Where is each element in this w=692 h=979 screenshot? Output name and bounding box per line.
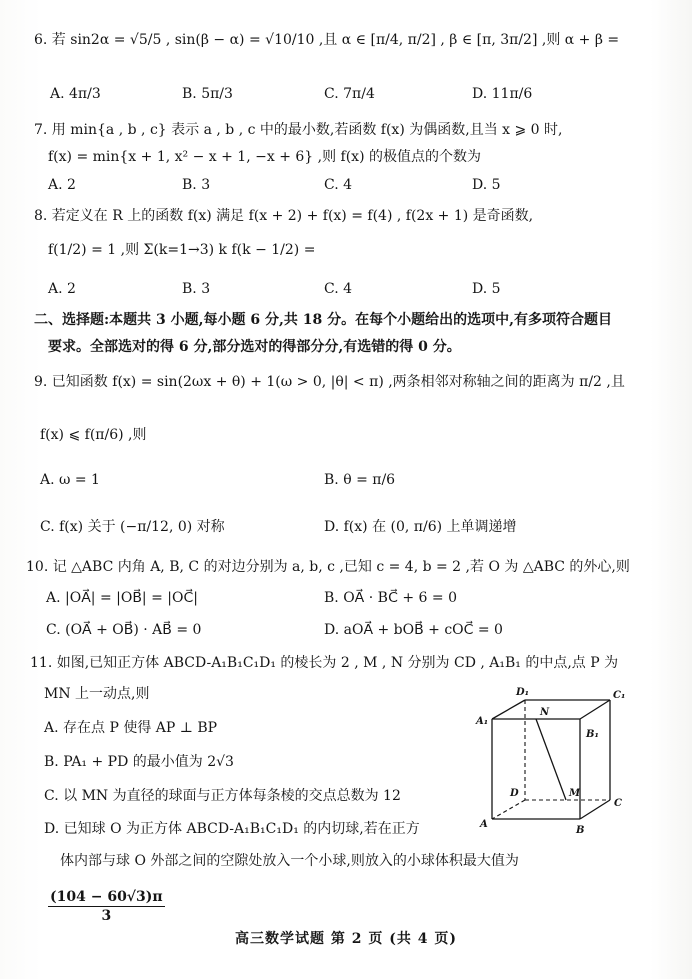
section2-heading-line1: 二、选择题:本题共 3 小题,每小题 6 分,共 18 分。在每个小题给出的选项中,有多项符合题目	[34, 312, 612, 328]
q11-option-a: A. 存在点 P 使得 AP ⊥ BP	[44, 720, 218, 736]
q9-option-d: D. f(x) 在 (0, π/6) 上单调递增	[324, 519, 517, 535]
q9-option-b: B. θ = π/6	[324, 472, 396, 488]
q7-option-b: B. 3	[182, 177, 211, 193]
q6-stem: 6. 若 sin2α = √5/5 , sin(β − α) = √10/10 ,且 α ∈ [π/4, π/2] , β ∈ [π, 3π/2] ,则 α + β =	[34, 32, 620, 48]
label-c: C	[614, 798, 622, 809]
label-b: B	[576, 825, 585, 836]
label-a1: A₁	[476, 716, 489, 727]
fraction-denominator: 3	[101, 908, 112, 924]
q8-option-a: A. 2	[48, 281, 76, 297]
q6-option-c: C. 7π/4	[324, 86, 375, 102]
cube-figure	[470, 684, 650, 839]
fraction-numerator: (104 − 60√3)π	[50, 889, 163, 905]
section2-heading-line2: 要求。全部选对的得 6 分,部分选对的得部分分,有选错的得 0 分。	[48, 339, 461, 355]
label-d1: D₁	[516, 687, 530, 698]
label-d: D	[510, 788, 519, 799]
q9-option-a: A. ω = 1	[40, 472, 100, 488]
q10-option-c: C. (OA⃗ + OB⃗) · AB⃗ = 0	[46, 622, 202, 638]
q6-option-b: B. 5π/3	[182, 86, 233, 102]
q11-option-d-fraction	[48, 888, 165, 925]
q8-stem-line1: 8. 若定义在 R 上的函数 f(x) 满足 f(x + 2) + f(x) = f(4) , f(2x + 1) 是奇函数,	[34, 208, 534, 224]
q10-option-b: B. OA⃗ · BC⃗ + 6 = 0	[324, 590, 457, 606]
q6-option-d: D. 11π/6	[472, 86, 533, 102]
q10-option-d: D. aOA⃗ + bOB⃗ + cOC⃗ = 0	[324, 622, 503, 638]
q8-stem-line2: f(1/2) = 1 ,则 Σ(k=1→3) k f(k − 1/2) =	[48, 242, 316, 258]
q7-stem-line2: f(x) = min{x + 1, x² − x + 1, −x + 6} ,则 f(x) 的极值点的个数为	[48, 149, 481, 165]
q7-stem-line1: 7. 用 min{a , b , c} 表示 a , b , c 中的最小数,若函数 f(x) 为偶函数,且当 x ⩾ 0 时,	[34, 122, 563, 138]
q6-option-a: A. 4π/3	[50, 86, 101, 102]
q8-option-c: C. 4	[324, 281, 353, 297]
q11-stem-line1: 11. 如图,已知正方体 ABCD-A₁B₁C₁D₁ 的棱长为 2 , M , N 分别为 CD , A₁B₁ 的中点,点 P 为	[30, 655, 619, 671]
q11-stem-line2: MN 上一动点,则	[44, 686, 150, 702]
q11-option-b: B. PA₁ + PD 的最小值为 2√3	[44, 754, 234, 770]
q7-option-a: A. 2	[48, 177, 76, 193]
q7-option-c: C. 4	[324, 177, 353, 193]
q9-stem-line1: 9. 已知函数 f(x) = sin(2ωx + θ) + 1(ω > 0, |θ| < π) ,两条相邻对称轴之间的距离为 π/2 ,且	[34, 374, 625, 390]
q11-option-c: C. 以 MN 为直径的球面与正方体每条棱的交点总数为 12	[44, 788, 401, 804]
q10-stem: 10. 记 △ABC 内角 A, B, C 的对边分别为 a, b, c ,已知 c = 4, b = 2 ,若 O 为 △ABC 的外心,则	[26, 559, 630, 575]
q8-option-d: D. 5	[472, 281, 501, 297]
label-a: A	[480, 819, 488, 830]
label-n: N	[540, 707, 550, 718]
q8-option-b: B. 3	[182, 281, 211, 297]
q7-option-d: D. 5	[472, 177, 501, 193]
q9-option-c: C. f(x) 关于 (−π/12, 0) 对称	[40, 519, 225, 535]
label-c1: C₁	[613, 690, 626, 701]
page-footer: 高三数学试题 第 2 页 (共 4 页)	[235, 931, 457, 947]
q11-option-d-line1: D. 已知球 O 为正方体 ABCD-A₁B₁C₁D₁ 的内切球,若在正方	[44, 821, 420, 837]
label-m: M	[569, 788, 581, 799]
q9-stem-line2: f(x) ⩽ f(π/6) ,则	[40, 427, 147, 443]
q11-option-d-line2: 体内部与球 O 外部之间的空隙处放入一个小球,则放入的小球体积最大值为	[60, 853, 519, 869]
label-b1: B₁	[586, 729, 599, 740]
q10-option-a: A. |OA⃗| = |OB⃗| = |OC⃗|	[46, 590, 198, 606]
